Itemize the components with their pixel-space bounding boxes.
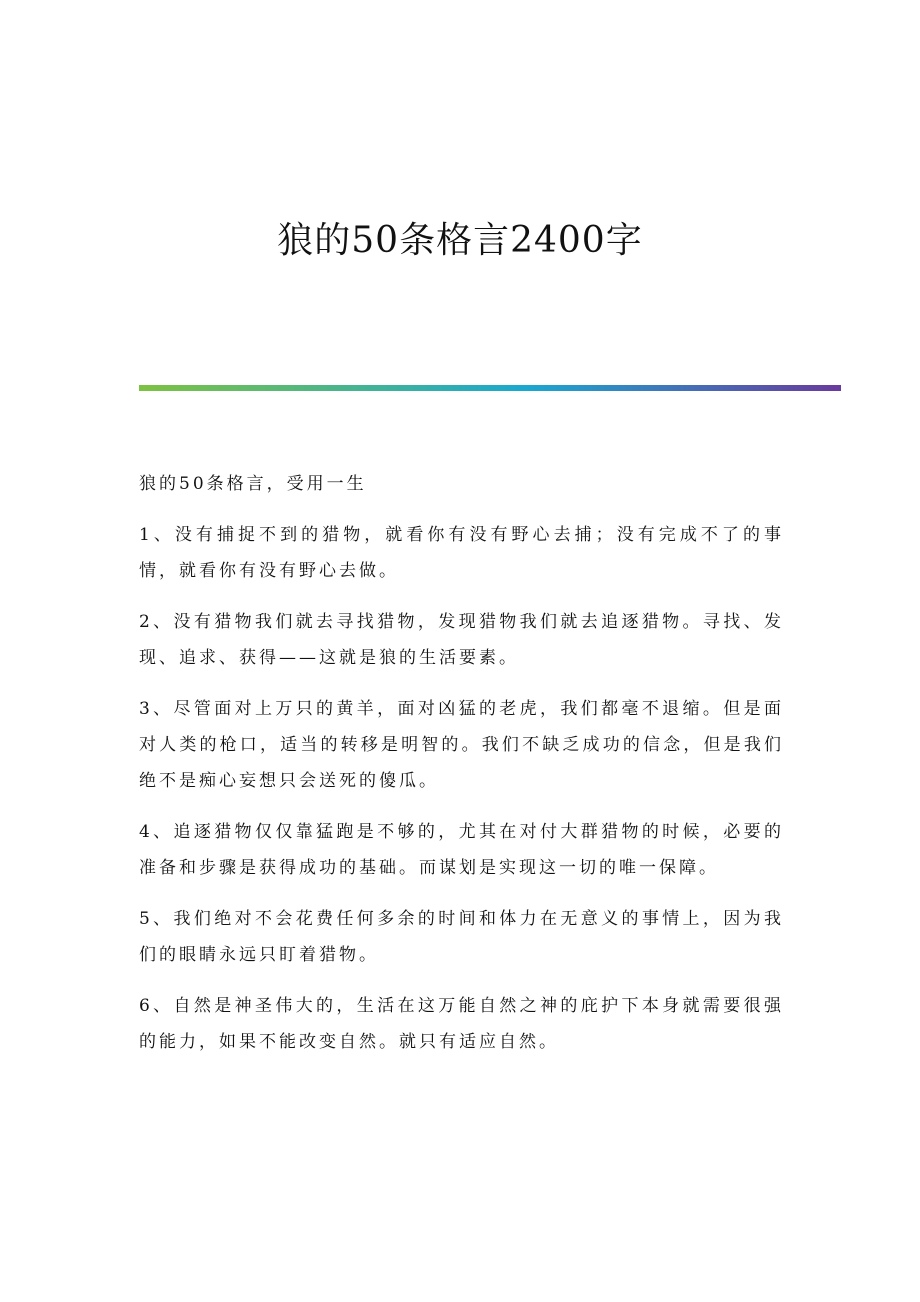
paragraph-5: 5、我们绝对不会花费任何多余的时间和体力在无意义的事情上，因为我们的眼睛永远只盯着猎物。 (139, 909, 784, 965)
document-subtitle: 狼的50条格言，受用一生 (139, 474, 367, 494)
document-body (139, 466, 784, 1075)
title-divider (139, 385, 841, 391)
paragraph-1: 1、没有捕捉不到的猎物，就看你有没有野心去捕；没有完成不了的事情，就看你有没有野心去做。 (139, 525, 784, 581)
paragraph-4: 4、追逐猎物仅仅靠猛跑是不够的，尤其在对付大群猎物的时候，必要的准备和步骤是获得成功的基础。而谋划是实现这一切的唯一保障。 (139, 822, 784, 878)
paragraph-3: 3、尽管面对上万只的黄羊，面对凶猛的老虎，我们都毫不退缩。但是面对人类的枪口，适当的转移是明智的。我们不缺乏成功的信念，但是我们绝不是痴心妄想只会送死的傻瓜。 (139, 699, 784, 791)
document-title: 狼的50条格言2400字 (277, 220, 643, 261)
paragraph-2: 2、没有猎物我们就去寻找猎物，发现猎物我们就去追逐猎物。寻找、发现、追求、获得——这就是狼的生活要素。 (139, 612, 784, 668)
paragraph-6: 6、自然是神圣伟大的，生活在这万能自然之神的庇护下本身就需要很强的能力，如果不能改变自然。就只有适应自然。 (139, 996, 784, 1052)
